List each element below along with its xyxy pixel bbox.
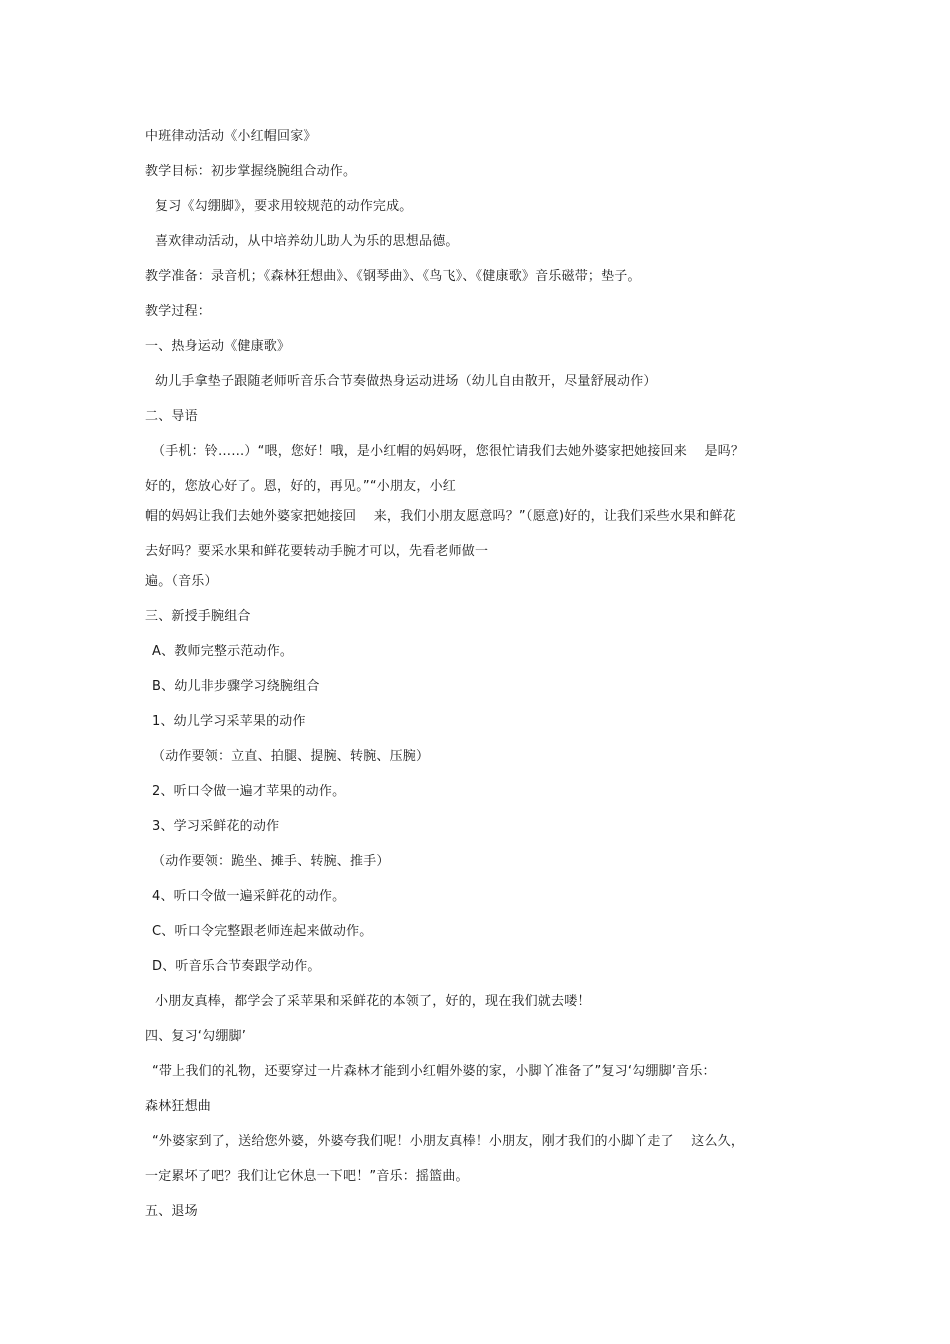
doc-line-goal-2: 复习《勾绷脚》，要求用较规范的动作完成。 <box>155 199 413 214</box>
doc-item-c: C、听口令完整跟老师连起来做动作。 <box>152 924 373 939</box>
doc-item-3-note: （动作要领：跪坐、摊手、转腕、推手） <box>152 854 390 869</box>
doc-line-intro-1: （手机：铃……）“喂，您好！哦，是小红帽的妈妈呀，您很忙请我们去她外婆家把她接回来 是吗？ <box>152 444 745 459</box>
doc-line-praise: 小朋友真棒，都学会了采苹果和采鲜花的本领了，好的，现在我们就去喽！ <box>155 994 591 1009</box>
doc-section-3: 三、新授手腕组合 <box>145 609 251 624</box>
doc-item-4: 4、听口令做一遍采鲜花的动作。 <box>152 889 346 904</box>
doc-line-intro-4: 去好吗？要采水果和鲜花要转动手腕才可以，先看老师做一 <box>145 544 489 559</box>
doc-item-1: 1、幼儿学习采苹果的动作 <box>152 714 306 729</box>
doc-item-a: A、教师完整示范动作。 <box>152 644 294 659</box>
doc-line-goal: 教学目标：初步掌握绕腕组合动作。 <box>145 164 357 179</box>
doc-line-prep: 教学准备：录音机；《森林狂想曲》、《钢琴曲》、《鸟飞》、《健康歌》音乐磁带；垫子。 <box>145 269 641 284</box>
doc-line-warmup: 幼儿手拿垫子跟随老师听音乐合节奏做热身运动进场（幼儿自由散开，尽量舒展动作） <box>155 374 657 389</box>
doc-item-d: D、听音乐合节奏跟学动作。 <box>152 959 321 974</box>
doc-section-2: 二、导语 <box>145 409 198 424</box>
doc-section-5: 五、退场 <box>145 1204 198 1219</box>
doc-section-4: 四、复习‘勾绷脚’ <box>145 1029 247 1044</box>
doc-title: 中班律动活动《小红帽回家》 <box>145 129 317 144</box>
doc-line-process: 教学过程： <box>145 304 212 319</box>
doc-line-goal-3: 喜欢律动活动，从中培养幼儿助人为乐的思想品德。 <box>155 234 459 249</box>
doc-line-review-4: 一定累坏了吧？我们让它休息一下吧！”音乐：摇篮曲。 <box>145 1169 469 1184</box>
doc-line-intro-3: 帽的妈妈让我们去她外婆家把她接回 来，我们小朋友愿意吗？”（愿意)好的，让我们采些水果和鲜花 <box>145 509 736 524</box>
doc-line-review-1: “带上我们的礼物，还要穿过一片森林才能到小红帽外婆的家，小脚丫准备了”复习‘勾绷脚’音乐： <box>152 1064 716 1079</box>
doc-line-intro-5: 遍。（音乐） <box>145 574 218 589</box>
doc-line-review-3: “外婆家到了，送给您外婆，外婆夸我们呢！小朋友真棒！小朋友，刚才我们的小脚丫走了 这么久， <box>152 1134 745 1149</box>
doc-line-review-2: 森林狂想曲 <box>145 1099 212 1114</box>
doc-item-2: 2、听口令做一遍才苹果的动作。 <box>152 784 346 799</box>
doc-item-3: 3、学习采鲜花的动作 <box>152 819 280 834</box>
doc-line-intro-2: 好的，您放心好了。恩，好的，再见。”“小朋友，小红 <box>145 479 456 494</box>
doc-item-1-note: （动作要领：立直、拍腿、提腕、转腕、压腕） <box>152 749 430 764</box>
doc-item-b: B、幼儿非步骤学习绕腕组合 <box>152 679 320 694</box>
doc-section-1: 一、热身运动《健康歌》 <box>145 339 291 354</box>
